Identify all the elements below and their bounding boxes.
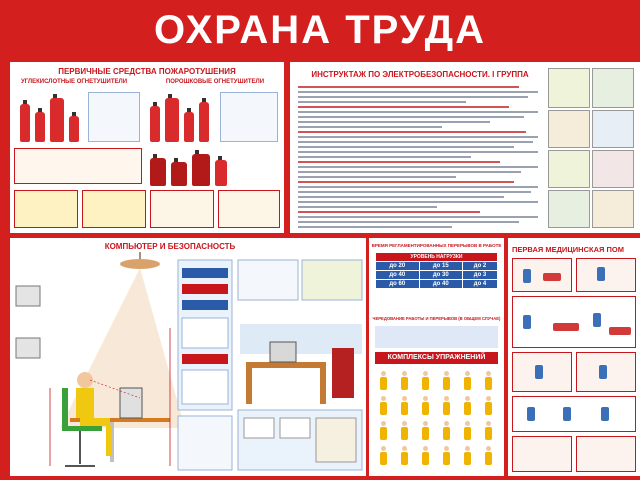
fire-panel-title: ПЕРВИЧНЫЕ СРЕДСТВА ПОЖАРОТУШЕНИЯ bbox=[58, 67, 236, 76]
person-figure bbox=[543, 273, 561, 281]
table-cell: до 40 bbox=[376, 271, 420, 280]
table-row bbox=[376, 262, 498, 271]
fire-extinguishers-panel bbox=[10, 62, 284, 233]
exercise-figure bbox=[396, 370, 414, 392]
elec-illustration-8 bbox=[592, 190, 634, 228]
wheeled-extinguisher-icon bbox=[171, 162, 187, 186]
exercise-figure bbox=[480, 420, 498, 442]
usage-steps-scheme bbox=[150, 190, 214, 228]
extinguisher-icon bbox=[199, 102, 209, 142]
extinguisher-icon bbox=[165, 98, 179, 142]
exercise-figure bbox=[480, 395, 498, 417]
exercise-figure bbox=[417, 395, 435, 417]
fire-hydrant-scheme bbox=[82, 190, 146, 228]
powder-usage-scheme bbox=[220, 92, 278, 142]
person-figure bbox=[523, 315, 531, 329]
powder-extinguisher-illustrations bbox=[150, 92, 209, 142]
exercise-figure bbox=[396, 395, 414, 417]
aid-illustration-5 bbox=[576, 352, 636, 392]
computer-safety-panel bbox=[10, 238, 366, 476]
elec-illustration-5 bbox=[548, 150, 590, 188]
exercise-figure bbox=[438, 395, 456, 417]
table-row bbox=[376, 271, 498, 280]
extinguisher-icon bbox=[150, 106, 160, 142]
work-breaks-panel bbox=[369, 238, 504, 476]
person-figure bbox=[597, 267, 605, 281]
fire-safety-scheme-left bbox=[14, 148, 142, 184]
table-cell: до 40 bbox=[419, 280, 463, 289]
exercise-figure bbox=[459, 370, 477, 392]
wheeled-extinguisher-icon bbox=[150, 158, 166, 186]
electrical-safety-panel bbox=[290, 62, 640, 233]
fire-shield-scheme bbox=[14, 190, 78, 228]
extinguisher-icon bbox=[215, 160, 227, 186]
extinguisher-icon bbox=[35, 112, 45, 142]
alternation-banner: ЧЕРЕДОВАНИЕ РАБОТЫ И ПЕРЕРЫВОВ (В ОБЩЕМ СЛУЧАЕ) bbox=[372, 316, 501, 321]
person-figure bbox=[563, 407, 571, 421]
co2-extinguishers-subtitle: УГЛЕКИСЛОТНЫЕ ОГНЕТУШИТЕЛИ bbox=[20, 79, 128, 85]
exercise-figure bbox=[438, 445, 456, 467]
aid-illustration-7 bbox=[512, 436, 572, 472]
aid-illustration-8 bbox=[576, 436, 636, 472]
exercise-figure bbox=[396, 420, 414, 442]
exercise-figure bbox=[417, 445, 435, 467]
exercise-figure bbox=[459, 395, 477, 417]
aid-illustration-6 bbox=[512, 396, 636, 432]
aid-illustration-2 bbox=[576, 258, 636, 292]
exercise-figure bbox=[375, 370, 393, 392]
person-figure bbox=[599, 365, 607, 379]
co2-usage-scheme bbox=[88, 92, 140, 142]
elec-illustration-2 bbox=[592, 68, 634, 108]
exercise-figure bbox=[480, 370, 498, 392]
table-cell: до 15 bbox=[419, 262, 463, 271]
person-figure bbox=[527, 407, 535, 421]
aid-illustration-1 bbox=[512, 258, 572, 292]
table-cell: до 3 bbox=[463, 271, 498, 280]
exercise-figure bbox=[417, 370, 435, 392]
co2-extinguisher-illustrations bbox=[20, 92, 79, 142]
elec-illustration-3 bbox=[548, 110, 590, 148]
usage-steps-scheme-2 bbox=[218, 190, 280, 228]
table-cell: до 20 bbox=[376, 262, 420, 271]
exercise-figures bbox=[375, 370, 498, 467]
first-aid-panel bbox=[508, 238, 640, 476]
exercise-figure bbox=[375, 395, 393, 417]
table-cell: до 60 bbox=[376, 280, 420, 289]
elec-illustration-4 bbox=[592, 110, 634, 148]
extinguisher-icon bbox=[69, 116, 79, 142]
elec-illustration-7 bbox=[548, 190, 590, 228]
wheeled-extinguishers bbox=[150, 150, 227, 186]
elec-illustration-6 bbox=[592, 150, 634, 188]
exercise-figure bbox=[459, 445, 477, 467]
poster-title: ОХРАНА ТРУДА bbox=[153, 7, 487, 52]
powder-extinguishers-subtitle: ПОРОШКОВЫЕ ОГНЕТУШИТЕЛИ bbox=[165, 79, 265, 85]
alternation-scheme bbox=[375, 326, 498, 348]
comp-panel-title: КОМПЬЮТЕР И БЕЗОПАСНОСТЬ bbox=[104, 242, 236, 251]
person-figure bbox=[601, 407, 609, 421]
aid-illustration-3 bbox=[512, 296, 636, 348]
person-figure bbox=[609, 327, 631, 335]
exercise-figure bbox=[375, 420, 393, 442]
wheeled-extinguisher-icon bbox=[192, 154, 210, 186]
load-level-header: УРОВЕНЬ НАГРУЗКИ bbox=[376, 253, 498, 262]
title-band bbox=[0, 0, 640, 60]
exercise-figure bbox=[396, 445, 414, 467]
exercise-figure bbox=[480, 445, 498, 467]
elec-instruction-text bbox=[298, 86, 538, 231]
breaks-table bbox=[375, 252, 498, 289]
table-cell: до 2 bbox=[463, 262, 498, 271]
person-figure bbox=[535, 365, 543, 379]
exercise-figure bbox=[375, 445, 393, 467]
workplace-ergonomics-diagram bbox=[10, 238, 366, 476]
person-figure bbox=[593, 313, 601, 327]
exercise-figure bbox=[438, 370, 456, 392]
elec-panel-title: ИНСТРУКТАЖ ПО ЭЛЕКТРОБЕЗОПАСНОСТИ. I ГРУППА bbox=[311, 70, 529, 79]
extinguisher-icon bbox=[20, 104, 30, 142]
extinguisher-icon bbox=[184, 112, 194, 142]
person-figure bbox=[553, 323, 579, 331]
table-row bbox=[376, 280, 498, 289]
aid-panel-title: ПЕРВАЯ МЕДИЦИНСКАЯ ПОМ bbox=[512, 245, 624, 254]
work-panel-title: ВРЕМЯ РЕГЛАМЕНТИРОВАННЫХ ПЕРЕРЫВОВ В РАБОТЕ bbox=[371, 243, 502, 248]
person-figure bbox=[523, 269, 531, 283]
exercise-figure bbox=[417, 420, 435, 442]
exercise-figure bbox=[438, 420, 456, 442]
elec-illustration-1 bbox=[548, 68, 590, 108]
table-cell: до 4 bbox=[463, 280, 498, 289]
exercises-banner: КОМПЛЕКСЫ УПРАЖНЕНИЙ bbox=[375, 352, 498, 364]
aid-illustration-4 bbox=[512, 352, 572, 392]
table-cell: до 30 bbox=[419, 271, 463, 280]
extinguisher-icon bbox=[50, 98, 64, 142]
exercise-figure bbox=[459, 420, 477, 442]
